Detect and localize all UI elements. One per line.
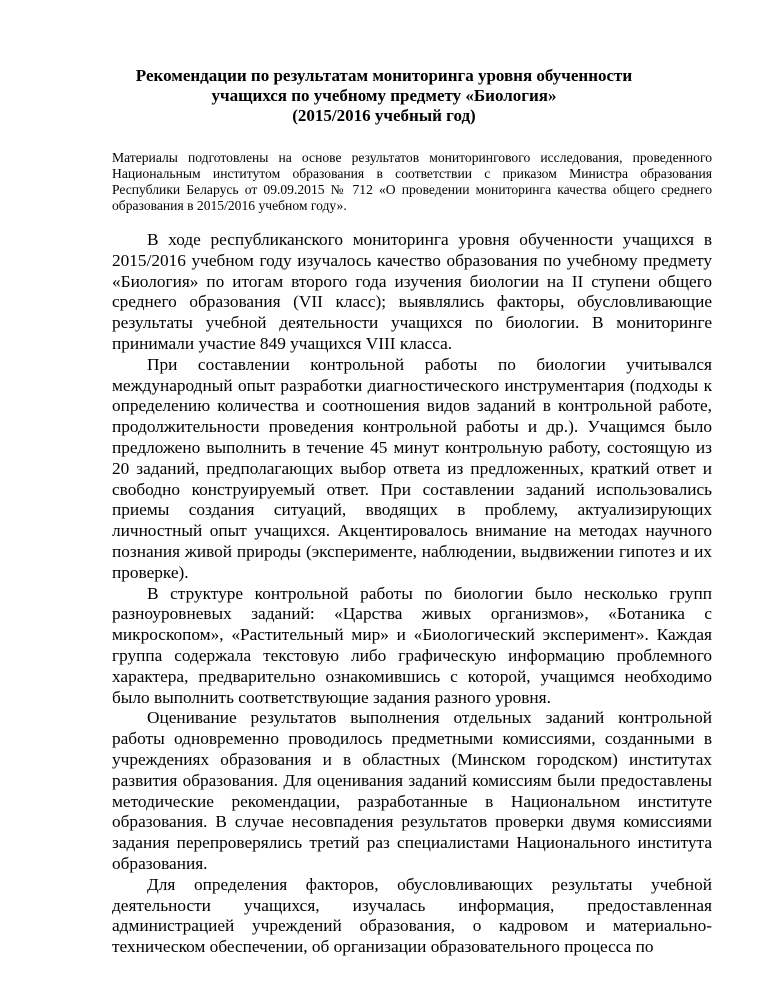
title-line: (2015/2016 учебный год) bbox=[292, 106, 476, 125]
paragraph: В ходе республиканского мониторинга уровня обученности учащихся в 2015/2016 учебном году изучалось качество образования по учебному предмету «Биология» по итогам второго года изучения биологии на II ступени общего среднего образования (VII класс); выявлялись факторы, обусловливающие результаты учебной деятельности учащихся по биологии. В мониторинге принимали участие 849 учащихся VIII класса. bbox=[112, 230, 712, 353]
title-line: учащихся по учебному предмету «Биология» bbox=[211, 86, 557, 105]
document-title bbox=[110, 66, 658, 126]
paragraph: В структуре контрольной работы по биологии было несколько групп разноуровневых заданий: «Царства живых организмов», «Ботаника с микроскопом», «Растительный мир» и «Биологический эксперимент». Каждая группа содержала текстовую либо графическую информацию проблемного характера, предварительно ознакомившись с которой, учащимся необходимо было выполнить соответствующие задания разного уровня. bbox=[112, 583, 712, 707]
source-note: Материалы подготовлены на основе результатов мониторингового исследования, проведенного Национальным институтом образования в соответствии с приказом Министра образования Республики Беларусь от 09.09.2015 № 712 «О проведении мониторинга качества общего среднего образования в 2015/2016 учебном году». bbox=[112, 149, 712, 213]
document-body bbox=[112, 230, 712, 958]
paragraph: Для определения факторов, обусловливающих результаты учебной деятельности учащихся, изучалась информация, предоставленная администрацией учреждений образования, о кадровом и материально-техническом обеспечении, об организации образовательного процесса по bbox=[112, 874, 712, 957]
title-line: Рекомендации по результатам мониторинга уровня обученности bbox=[135, 66, 633, 85]
paragraph: Оценивание результатов выполнения отдельных заданий контрольной работы одновременно проводилось предметными комиссиями, созданными в учреждениях образования и в областных (Минском городском) институтах развития образования. Для оценивания заданий комиссиям были предоставлены методические рекомендации, разработанные в Национальном институте образования. В случае несовпадения результатов проверки двумя комиссиями задания перепроверялись третий раз специалистами Национального института образования. bbox=[112, 708, 712, 873]
paragraph: При составлении контрольной работы по биологии учитывался международный опыт разработки диагностического инструментария (подходы к определению количества и соотношения видов заданий в контрольной работе, продолжительности проведения контрольной работы и др.). Учащимся было предложено выполнить в течение 45 минут контрольную работу, состоящую из 20 заданий, предполагающих выбор ответа из предложенных, краткий ответ и свободно конструируемый ответ. При составлении заданий использовались приемы создания ситуаций, вводящих в проблему, актуализирующих личностный опыт учащихся. Акцентировалось внимание на методах научного познания живой природы (эксперименте, наблюдении, выдвижении гипотез и их проверке). bbox=[112, 354, 712, 582]
